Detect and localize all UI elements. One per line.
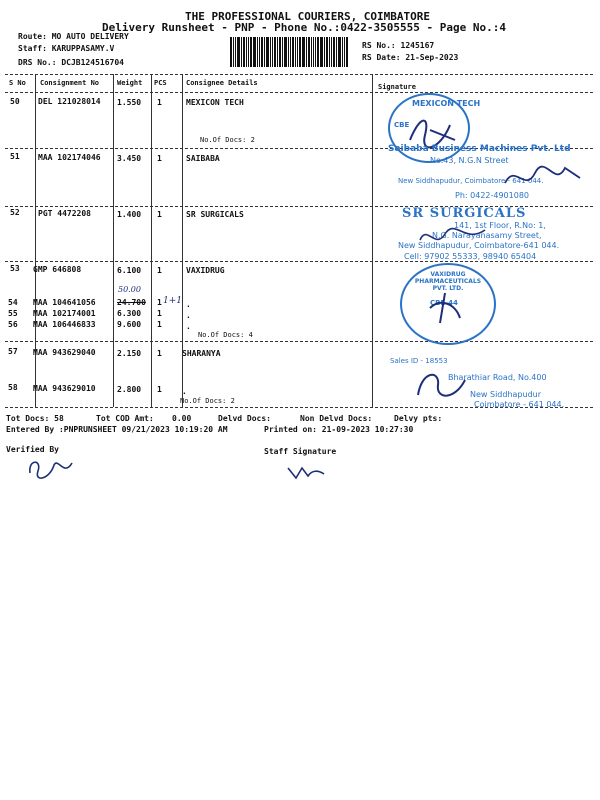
stamp-text: Cell: 97902 55333, 98940 65404	[404, 252, 537, 261]
row-weight: 2.800	[117, 385, 142, 394]
stamp-text: Saibaba Business Machines Pvt. Ltd	[388, 144, 571, 154]
signature-scribble	[500, 158, 590, 198]
handwritten-weight-note: 50.00	[118, 285, 141, 294]
row-sno: 54	[8, 298, 18, 307]
row-pcs: 1	[157, 349, 162, 358]
verified-by-label: Verified By	[6, 445, 59, 454]
signature-scribble	[420, 288, 470, 333]
table-top-rule	[5, 74, 593, 75]
row-consignment: GMP 646808	[33, 265, 82, 274]
row-weight: 1.550	[117, 98, 142, 107]
row-consignment: PGT 4472208	[38, 209, 91, 218]
non-delivered-docs: Non Delvd Docs:	[300, 414, 373, 423]
col-header-sno: S No	[9, 79, 26, 87]
row-consignment: MAA 102174001	[33, 309, 96, 318]
signature-scribble	[410, 365, 470, 405]
stamp-title: SR SURGICALS	[402, 206, 527, 221]
row-sno: 51	[10, 152, 20, 161]
total-docs: Tot Docs: 58	[6, 414, 64, 423]
stamp-text: Ph: 0422-4901080	[455, 191, 530, 200]
stamp-text: VAXIDRUG PHARMACEUTICALS PVT. LTD.	[414, 271, 482, 292]
row-sno: 53	[10, 264, 20, 273]
row-consignee: .	[182, 387, 187, 396]
barcode	[230, 37, 358, 67]
col-divider	[35, 74, 36, 407]
row-weight: 24.700	[117, 298, 146, 307]
staff-signature-label: Staff Signature	[264, 447, 337, 456]
total-cod-amount: 0.00	[172, 414, 192, 423]
row-sno: 52	[10, 208, 20, 217]
row-consignee: .	[186, 322, 191, 331]
row-pcs: 1	[157, 309, 162, 318]
row-docs: No.Of Docs: 2	[180, 397, 235, 405]
row-consignment: DEL 121028014	[38, 97, 101, 106]
stamp-text: Sales ID - 18553	[390, 357, 448, 365]
row-consignment: MAA 104641056	[33, 298, 96, 307]
row-consignment: MAA 943629010	[33, 384, 96, 393]
row-pcs: 1	[157, 98, 162, 107]
table-header-rule	[5, 92, 593, 93]
rs-number: RS No.: 1245167	[362, 41, 435, 50]
stamp-text: New Siddhapudur	[470, 390, 542, 399]
row-sno: 57	[8, 347, 18, 356]
row-docs: No.Of Docs: 2	[200, 136, 255, 144]
route-label: Route: MO AUTO DELIVERY	[18, 32, 129, 41]
row-rule	[5, 341, 593, 342]
row-consignee: .	[186, 300, 191, 309]
row-consignee: MEXICON TECH	[186, 98, 244, 107]
row-weight: 1.400	[117, 210, 142, 219]
col-header-consignee: Consignee Details	[186, 79, 258, 87]
stamp-text: MEXICON TECH	[412, 99, 481, 108]
delivery-points: Delvy pts:	[394, 414, 443, 423]
row-consignment: MAA 943629040	[33, 348, 96, 357]
row-consignee: SAIBABA	[186, 154, 220, 163]
rs-date: RS Date: 21-Sep-2023	[362, 53, 459, 62]
row-sno: 55	[8, 309, 18, 318]
col-header-weight: Weight	[117, 79, 143, 87]
stamp-text: Coimbatore - 641 044.	[474, 400, 565, 409]
drs-number: DRS No.: DCJB124516704	[18, 58, 124, 67]
staff-label: Staff: KARUPPASAMY.V	[18, 44, 115, 53]
row-weight: 9.600	[117, 320, 142, 329]
stamp-text: Bharathiar Road, No.400	[448, 373, 547, 382]
row-consignee: SHARANYA	[182, 349, 221, 358]
verifier-signature	[24, 455, 84, 483]
row-weight: 6.300	[117, 309, 142, 318]
row-pcs: 1	[157, 210, 162, 219]
row-rule	[5, 261, 593, 262]
signature-scribble	[415, 222, 495, 252]
row-pcs: 1	[157, 154, 162, 163]
row-weight: 3.450	[117, 154, 142, 163]
row-docs: No.Of Docs: 4	[198, 331, 253, 339]
row-consignment: MAA 102174046	[38, 153, 101, 162]
staff-signature	[284, 462, 334, 484]
col-header-signature: Signature	[378, 83, 416, 91]
col-divider	[372, 74, 373, 407]
row-sno: 50	[10, 97, 20, 106]
row-consignee: .	[186, 311, 191, 320]
stamp-text: CBE-44	[430, 299, 458, 307]
row-sno: 56	[8, 320, 18, 329]
row-consignment: MAA 106446833	[33, 320, 96, 329]
row-sno: 58	[8, 383, 18, 392]
col-divider	[113, 74, 114, 407]
row-pcs: 1	[157, 385, 162, 394]
col-divider	[151, 74, 152, 407]
row-weight: 6.100	[117, 266, 142, 275]
row-pcs: 1	[157, 266, 162, 275]
stamp-text: N.G. Narayanasamy Street,	[432, 231, 542, 240]
printed-on: Printed on: 21-09-2023 10:27:30	[264, 425, 414, 434]
row-pcs: 1	[157, 320, 162, 329]
handwritten-pcs-note: 1+1	[163, 296, 182, 306]
entered-by: Entered By :PNPRUNSHEET 09/21/2023 10:19:20 AM	[6, 425, 228, 434]
company-name: THE PROFESSIONAL COURIERS, COIMBATORE	[185, 10, 431, 23]
total-cod-label: Tot COD Amt:	[96, 414, 154, 423]
row-weight: 2.150	[117, 349, 142, 358]
row-pcs: 1	[157, 298, 162, 307]
row-consignee: VAXIDRUG	[186, 266, 225, 275]
stamp-text: New Siddhapudur, Coimbatore-641 044.	[398, 241, 560, 250]
stamp-text: New Siddhapudur, Coimbatore - 641 044.	[398, 177, 544, 185]
col-header-consignment: Consignment No	[40, 79, 100, 87]
delivered-docs: Delvd Docs:	[218, 414, 271, 423]
runsheet-subtitle: Delivery Runsheet - PNP - Phone No.:0422-3505555 - Page No.:4	[102, 21, 506, 34]
stamp-text: 141, 1st Floor, R.No: 1,	[454, 221, 546, 230]
col-header-pcs: PCS	[154, 79, 167, 87]
stamp-text: No.43, N.G.N Street	[430, 156, 509, 165]
row-consignee: SR SURGICALS	[186, 210, 244, 219]
stamp-text: CBE	[394, 121, 410, 129]
